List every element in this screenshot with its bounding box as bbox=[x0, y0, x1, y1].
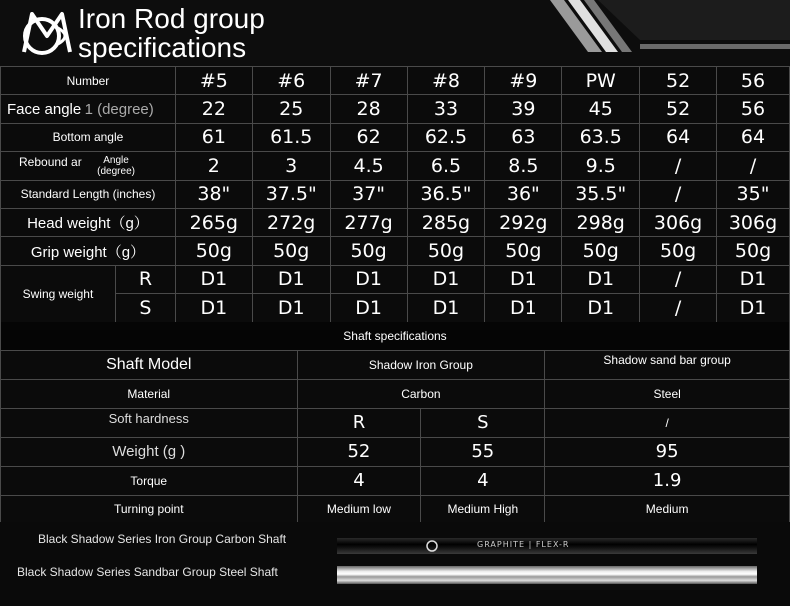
shaft-model-label: Shaft Model bbox=[1, 350, 298, 379]
length-value: 35.5" bbox=[562, 180, 640, 208]
shaft-section-title: Shaft specifications bbox=[1, 322, 790, 350]
bottom-angle-value: 62.5 bbox=[407, 123, 485, 151]
head-weight-value: 306g bbox=[717, 208, 790, 236]
head-weight-value: 306g bbox=[640, 208, 717, 236]
torque-sand: 1.9 bbox=[545, 466, 790, 495]
torque-r: 4 bbox=[297, 466, 421, 495]
material-iron: Carbon bbox=[297, 379, 545, 408]
swing-s-value: D1 bbox=[407, 294, 485, 322]
bottom-angle-value: 62 bbox=[330, 123, 407, 151]
hardness-sand: / bbox=[545, 408, 790, 437]
table-row bbox=[1, 379, 790, 408]
face-angle-value: 56 bbox=[717, 95, 790, 123]
soft-hardness-label: Soft hardness bbox=[1, 408, 298, 437]
length-value: / bbox=[640, 180, 717, 208]
club-number: PW bbox=[562, 67, 640, 95]
swing-r-value: D1 bbox=[330, 265, 407, 293]
table-row bbox=[1, 95, 790, 123]
club-number: 52 bbox=[640, 67, 717, 95]
length-value: 37.5" bbox=[252, 180, 330, 208]
grip-weight-value: 50g bbox=[252, 237, 330, 265]
rebound-value: / bbox=[717, 152, 790, 180]
head-weight-value: 292g bbox=[485, 208, 562, 236]
rebound-value: 3 bbox=[252, 152, 330, 180]
steel-shaft-image bbox=[337, 566, 757, 584]
grip-weight-value: 50g bbox=[562, 237, 640, 265]
club-number: #7 bbox=[330, 67, 407, 95]
club-number: #9 bbox=[485, 67, 562, 95]
weight-label: Weight (g ) bbox=[1, 437, 298, 466]
rebound-unit: Angle (degree) bbox=[97, 154, 135, 177]
table-row bbox=[1, 237, 790, 265]
swing-s-value: D1 bbox=[330, 294, 407, 322]
face-angle-text: Face angle bbox=[7, 100, 82, 118]
hardness-s: S bbox=[421, 408, 545, 437]
grip-weight-value: 50g bbox=[640, 237, 717, 265]
swing-s-value: D1 bbox=[252, 294, 330, 322]
length-value: 37" bbox=[330, 180, 407, 208]
table-row bbox=[1, 180, 790, 208]
face-angle-value: 25 bbox=[252, 95, 330, 123]
shaft-specifications-table bbox=[0, 322, 790, 523]
hardness-r: R bbox=[297, 408, 421, 437]
face-angle-value: 45 bbox=[562, 95, 640, 123]
swing-r-label: R bbox=[115, 265, 175, 293]
steel-shaft-label: Black Shadow Series Sandbar Group Steel Shaft bbox=[17, 565, 278, 579]
bottom-angle-value: 63 bbox=[485, 123, 562, 151]
weight-sand: 95 bbox=[545, 437, 790, 466]
swing-s-value: D1 bbox=[485, 294, 562, 322]
shaft-images-section bbox=[0, 522, 790, 606]
material-sand: Steel bbox=[545, 379, 790, 408]
shaft-model-iron: Shadow Iron Group bbox=[297, 350, 545, 379]
swing-s-label: S bbox=[115, 294, 175, 322]
rebound-value: 2 bbox=[175, 152, 252, 180]
face-angle-unit: 1 (degree) bbox=[84, 100, 154, 118]
swing-r-value: D1 bbox=[175, 265, 252, 293]
table-row bbox=[1, 495, 790, 522]
table-row bbox=[1, 350, 790, 379]
weight-r: 52 bbox=[297, 437, 421, 466]
table-row bbox=[1, 408, 790, 437]
table-row bbox=[1, 123, 790, 151]
grip-weight-value: 50g bbox=[717, 237, 790, 265]
bottom-angle-value: 61 bbox=[175, 123, 252, 151]
length-value: 38" bbox=[175, 180, 252, 208]
carbon-shaft-label: Black Shadow Series Iron Group Carbon Shaft bbox=[38, 532, 287, 546]
club-number: 56 bbox=[717, 67, 790, 95]
turning-sand: Medium bbox=[545, 495, 790, 522]
head-weight-value: 272g bbox=[252, 208, 330, 236]
carbon-shaft-image bbox=[337, 538, 757, 554]
swing-weight-label: Swing weight bbox=[1, 265, 116, 322]
page-title bbox=[78, 4, 265, 62]
swing-s-value: D1 bbox=[717, 294, 790, 322]
rebound-value: 6.5 bbox=[407, 152, 485, 180]
weight-s: 55 bbox=[421, 437, 545, 466]
face-angle-value: 28 bbox=[330, 95, 407, 123]
swing-s-value: D1 bbox=[175, 294, 252, 322]
length-value: 36.5" bbox=[407, 180, 485, 208]
grip-weight-value: 50g bbox=[407, 237, 485, 265]
swing-s-value: D1 bbox=[562, 294, 640, 322]
swing-r-value: D1 bbox=[562, 265, 640, 293]
face-angle-value: 39 bbox=[485, 95, 562, 123]
brand-logo-icon bbox=[18, 8, 76, 60]
length-value: 36" bbox=[485, 180, 562, 208]
title-line-1: Iron Rod group bbox=[78, 3, 265, 34]
rebound-value: 4.5 bbox=[330, 152, 407, 180]
grip-weight-label: Grip weight（g） bbox=[1, 237, 176, 265]
table-row bbox=[1, 67, 790, 95]
turning-r: Medium low bbox=[297, 495, 421, 522]
table-row bbox=[1, 208, 790, 236]
material-label: Material bbox=[1, 379, 298, 408]
swing-r-value: D1 bbox=[407, 265, 485, 293]
face-angle-label bbox=[1, 95, 176, 123]
rebound-value: 8.5 bbox=[485, 152, 562, 180]
head-weight-value: 277g bbox=[330, 208, 407, 236]
header bbox=[0, 0, 790, 66]
standard-length-label: Standard Length (inches) bbox=[1, 180, 176, 208]
bottom-angle-value: 61.5 bbox=[252, 123, 330, 151]
turning-point-label: Turning point bbox=[1, 495, 298, 522]
face-angle-value: 52 bbox=[640, 95, 717, 123]
turning-s: Medium High bbox=[421, 495, 545, 522]
title-line-2: specifications bbox=[78, 32, 247, 63]
shaft-model-sand: Shadow sand bar group bbox=[545, 350, 790, 379]
grip-weight-value: 50g bbox=[330, 237, 407, 265]
bottom-angle-value: 64 bbox=[640, 123, 717, 151]
table-row bbox=[1, 265, 790, 293]
swing-r-value: / bbox=[640, 265, 717, 293]
table-row bbox=[1, 322, 790, 350]
club-number: #8 bbox=[407, 67, 485, 95]
rebound-angle-label bbox=[1, 152, 176, 180]
head-weight-value: 285g bbox=[407, 208, 485, 236]
swing-r-value: D1 bbox=[717, 265, 790, 293]
shaft-logo-icon bbox=[425, 539, 439, 553]
table-row bbox=[1, 466, 790, 495]
face-angle-value: 22 bbox=[175, 95, 252, 123]
swing-s-value: / bbox=[640, 294, 717, 322]
club-number: #5 bbox=[175, 67, 252, 95]
head-weight-value: 265g bbox=[175, 208, 252, 236]
bottom-angle-label: Bottom angle bbox=[1, 123, 176, 151]
rebound-text: Rebound ar bbox=[19, 154, 82, 169]
grip-weight-value: 50g bbox=[485, 237, 562, 265]
torque-label: Torque bbox=[1, 466, 298, 495]
swing-r-value: D1 bbox=[252, 265, 330, 293]
swing-r-value: D1 bbox=[485, 265, 562, 293]
table-row bbox=[1, 152, 790, 180]
face-angle-value: 33 bbox=[407, 95, 485, 123]
number-label: Number bbox=[1, 67, 176, 95]
table-row bbox=[1, 437, 790, 466]
decorative-stripes bbox=[550, 0, 790, 52]
bottom-angle-value: 64 bbox=[717, 123, 790, 151]
table-row bbox=[1, 294, 790, 322]
length-value: 35" bbox=[717, 180, 790, 208]
bottom-angle-value: 63.5 bbox=[562, 123, 640, 151]
rebound-value: / bbox=[640, 152, 717, 180]
head-weight-value: 298g bbox=[562, 208, 640, 236]
club-number: #6 bbox=[252, 67, 330, 95]
iron-specifications-table bbox=[0, 66, 790, 323]
grip-weight-value: 50g bbox=[175, 237, 252, 265]
torque-s: 4 bbox=[421, 466, 545, 495]
shaft-print-text: GRAPHITE | FLEX-R bbox=[477, 540, 570, 549]
head-weight-label: Head weight（g） bbox=[1, 208, 176, 236]
rebound-value: 9.5 bbox=[562, 152, 640, 180]
